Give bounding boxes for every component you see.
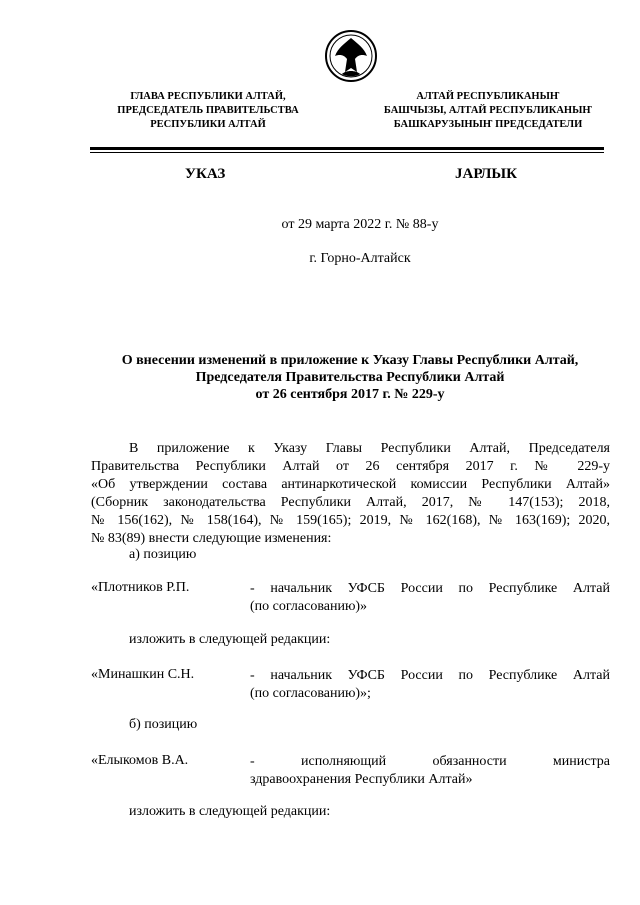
- body-line: № 156(162), № 158(164), № 159(165); 2019, № 162(168), № 163(169); 2020,: [91, 513, 610, 528]
- body-line: «Об утверждении состава антинаркотической комиссии Республики Алтай»: [91, 477, 610, 492]
- body-line: Правительства Республики Алтай от 26 сентября 2017 г. № 229-у: [91, 459, 610, 474]
- replace-label: изложить в следующей редакции:: [129, 632, 331, 647]
- header-right-line: АЛТАЙ РЕСПУБЛИКАНЫҤ: [416, 91, 560, 102]
- position-line: - исполняющий обязанности министра: [250, 754, 610, 769]
- body-line: В приложение к Указу Главы Республики Алтай, Председателя: [129, 441, 610, 456]
- entry-position: [250, 580, 610, 616]
- document-title: [60, 352, 640, 403]
- position-line: - начальник УФСБ России по Республике Алтай: [250, 581, 610, 596]
- header-rule-thin: [90, 152, 604, 153]
- date-line: от 29 марта 2022 г. № 88-у: [281, 217, 439, 232]
- position-line: здравоохранения Республики Алтай»: [250, 772, 473, 787]
- title-line: от 26 сентября 2017 г. № 229-у: [255, 387, 445, 402]
- header-left: [100, 90, 316, 132]
- item-a-label: а) позицию: [129, 547, 197, 562]
- header-right-line: БАШЧЫЗЫ, АЛТАЙ РЕСПУБЛИКАНЫҤ: [383, 105, 593, 116]
- city-line: г. Горно-Алтайск: [309, 251, 411, 266]
- body-paragraph: [91, 440, 610, 548]
- header-rule-thick: [90, 147, 604, 150]
- body-line: (Сборник законодательства Республики Алтай, 2017, № 147(153); 2018,: [91, 495, 610, 510]
- header-left-line: ПРЕДСЕДАТЕЛЬ ПРАВИТЕЛЬСТВА: [117, 105, 299, 116]
- entry-name: «Плотников Р.П.: [91, 580, 190, 595]
- doc-type-right: ЈАРЛЫК: [455, 166, 518, 182]
- item-b-label: б) позицию: [129, 717, 198, 732]
- title-line: О внесении изменений в приложение к Указу Главы Республики Алтай,: [121, 353, 579, 368]
- header-left-line: РЕСПУБЛИКИ АЛТАЙ: [150, 119, 266, 130]
- replace-label: изложить в следующей редакции:: [129, 804, 331, 819]
- header-left-line: ГЛАВА РЕСПУБЛИКИ АЛТАЙ,: [130, 91, 286, 102]
- title-line: Председателя Правительства Республики Алтай: [195, 370, 505, 385]
- entry-name: «Елыкомов В.А.: [91, 753, 189, 768]
- entry-name: «Минашкин С.Н.: [91, 667, 195, 682]
- position-line: (по согласованию)»;: [250, 686, 371, 701]
- position-line: - начальник УФСБ России по Республике Алтай: [250, 668, 610, 683]
- body-line: № 83(89) внести следующие изменения:: [91, 531, 332, 546]
- position-line: (по согласованию)»: [250, 599, 368, 614]
- doc-type-left: УКАЗ: [185, 166, 226, 182]
- coat-of-arms-emblem: [324, 26, 378, 86]
- entry-position: [250, 753, 610, 789]
- entry-position: [250, 667, 610, 703]
- header-right-line: БАШКАРУЗЫНЫҤ ПРЕДСЕДАТЕЛИ: [393, 119, 583, 130]
- header-right: [376, 90, 600, 132]
